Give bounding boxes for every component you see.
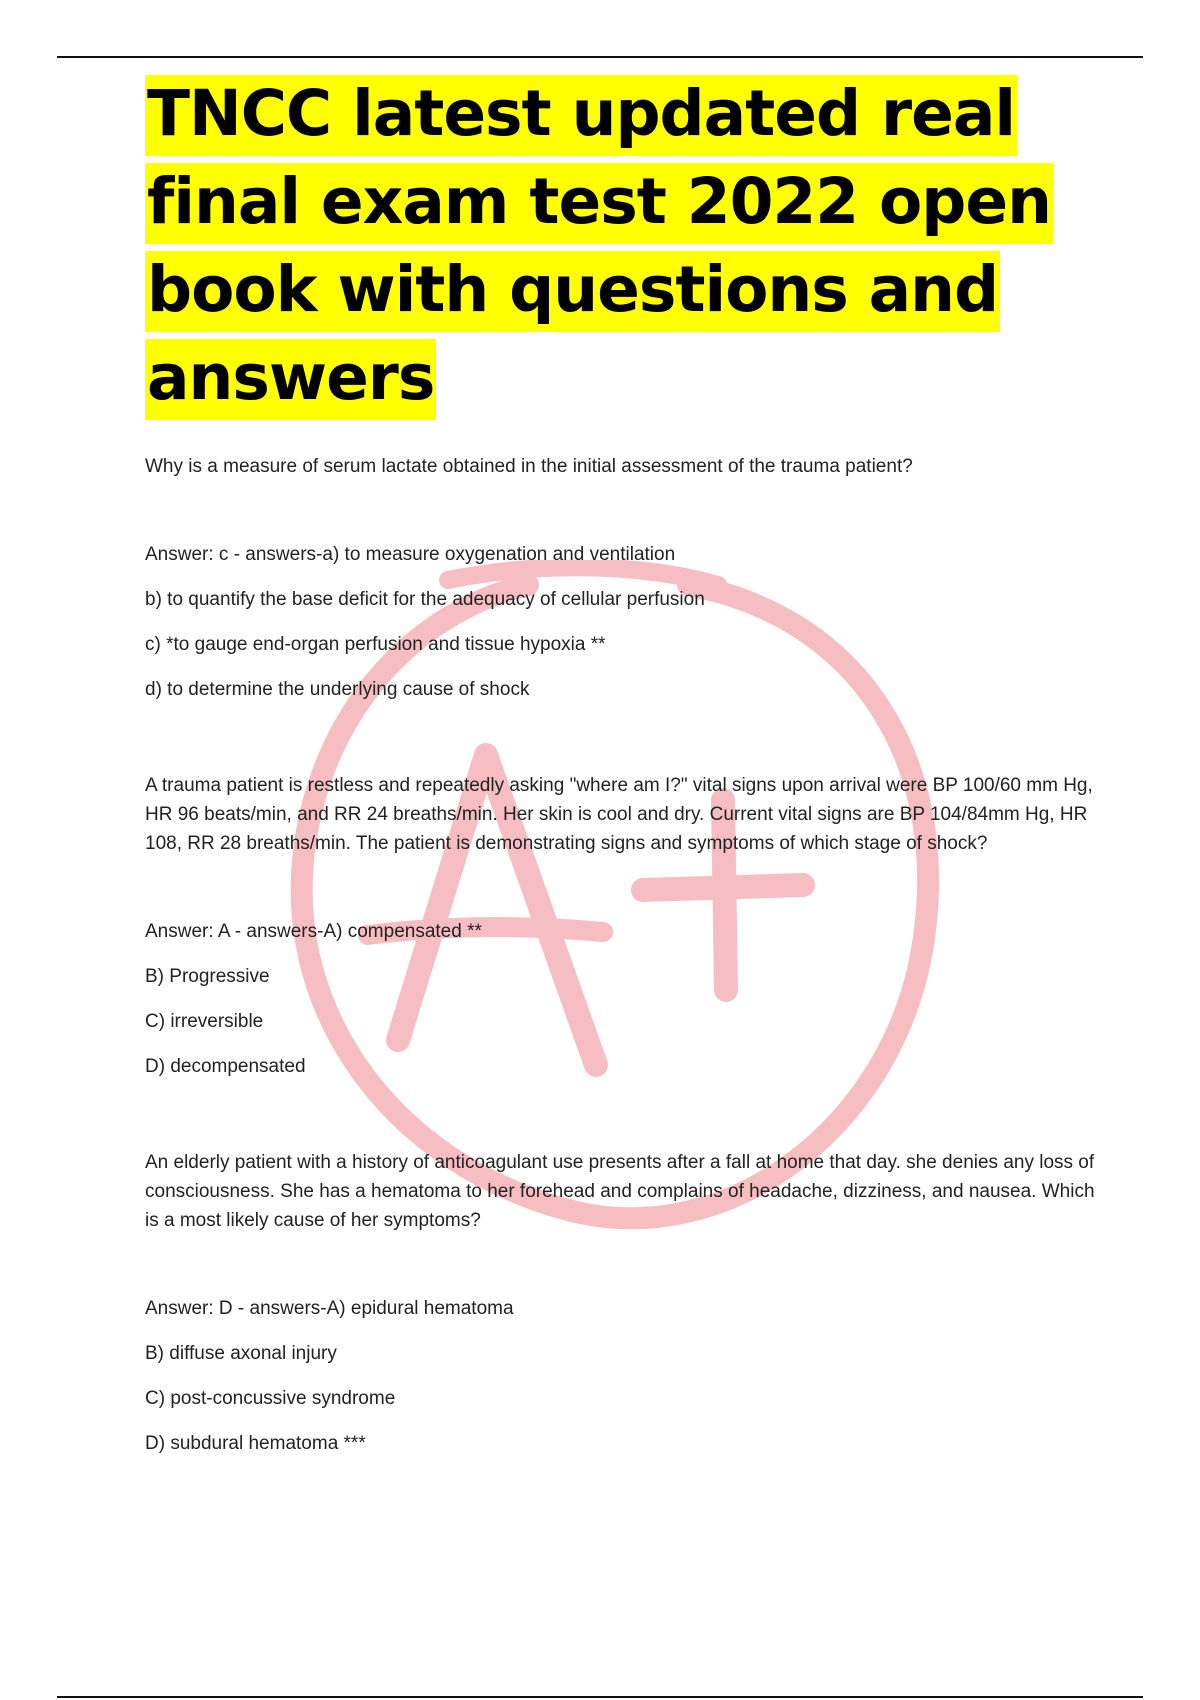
answer-option: c) *to gauge end-organ perfusion and tissue hypoxia ** [145,634,606,655]
answer-option: b) to quantify the base deficit for the adequacy of cellular perfusion [145,589,705,610]
answer-option: Answer: D - answers-A) epidural hematoma [145,1298,514,1319]
question-text: An elderly patient with a history of anticoagulant use presents after a fall at home that day. she denies any loss of consciousness. She has a hematoma to her forehead and complains of headache, dizziness, and nausea. Which is a most likely cause of her symptoms? [145,1152,1095,1231]
answer-option: B) diffuse axonal injury [145,1343,337,1364]
document-title: TNCC latest updated real final exam test 2022 open book with questions and answers [145,70,1095,422]
question-block [145,771,1095,1081]
question-block [145,452,1095,704]
answer-option: Answer: A - answers-A) compensated ** [145,921,482,942]
answer-option: C) post-concussive syndrome [145,1388,396,1409]
question-block [145,1148,1095,1458]
bottom-rule [57,1696,1143,1698]
question-text: Why is a measure of serum lactate obtained in the initial assessment of the trauma patient? [145,456,913,477]
question-text: A trauma patient is restless and repeatedly asking "where am I?" vital signs upon arrival were BP 100/60 mm Hg, HR 96 beats/min, and RR 24 breaths/min. Her skin is cool and dry. Current vital signs are BP 104/84mm Hg, HR 108, RR 28 breaths/min. The patient is demonstrating signs and symptoms of which stage of shock? [145,775,1093,854]
answer-option: Answer: c - answers-a) to measure oxygenation and ventilation [145,544,676,565]
document-body [145,70,1095,1474]
answer-option: D) decompensated [145,1056,306,1077]
answer-option: C) irreversible [145,1011,264,1032]
answer-option: d) to determine the underlying cause of shock [145,679,530,700]
answer-option: B) Progressive [145,966,270,987]
top-rule [57,56,1143,58]
answer-option: D) subdural hematoma *** [145,1433,366,1454]
